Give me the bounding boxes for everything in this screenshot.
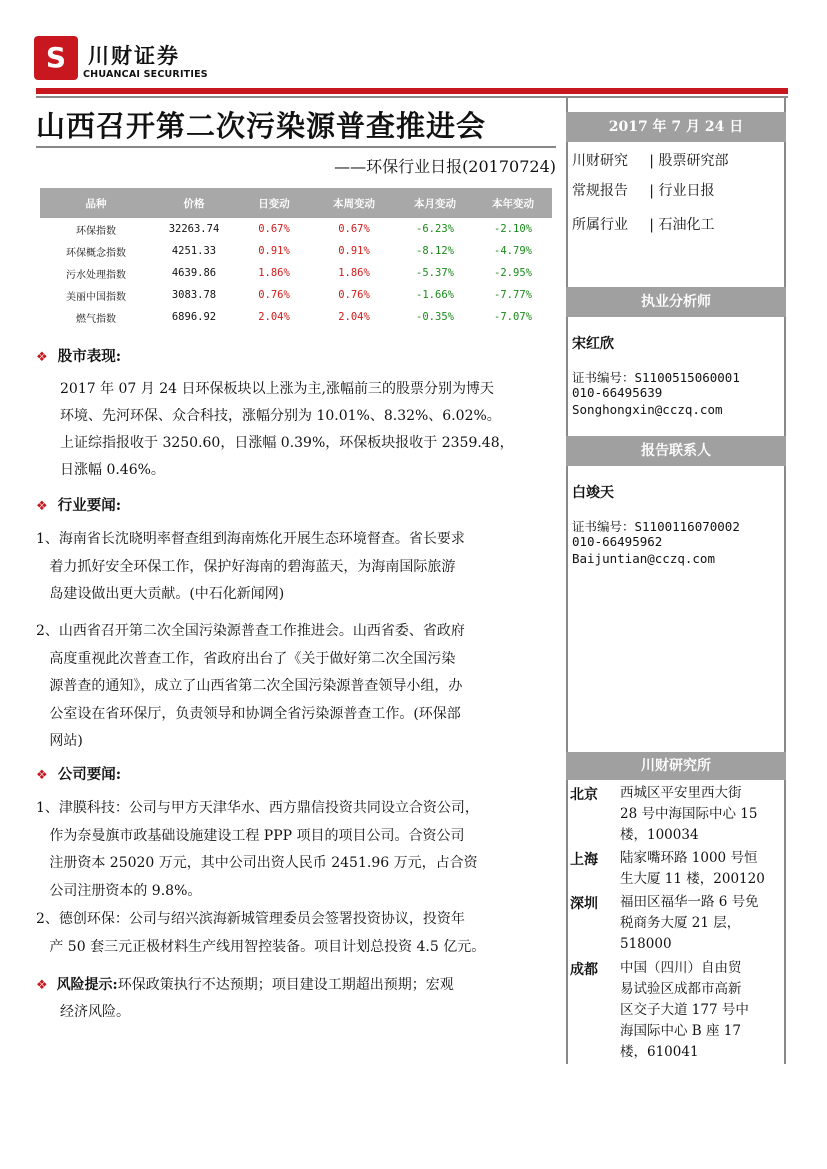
- news-line: 注册资本 25020 万元，其中公司出资人民币 2451.96 万元，占合资: [36, 855, 478, 871]
- meta-row: 川财研究 | 股票研究部: [572, 153, 729, 169]
- index-name: 燃气指数: [76, 313, 116, 325]
- contact-phone: 010-66495962: [572, 534, 663, 549]
- company-news-item: [36, 906, 485, 961]
- office-address: [620, 892, 796, 955]
- index-price: 3083.78: [171, 289, 217, 301]
- company-news-item: [36, 795, 479, 905]
- diamond-bullet-icon: ❖: [36, 350, 48, 365]
- contact-email: Baijuntian@cczq.com: [572, 551, 715, 566]
- table-row: [40, 218, 552, 240]
- industry-section-heading: [36, 494, 121, 515]
- address-line: 陆家嘴环路 1000 号恒: [620, 850, 758, 866]
- market-heading-text: 股市表现:: [57, 348, 122, 365]
- paragraph-line: 日涨幅 0.46%。: [60, 462, 165, 478]
- address-line: 楼，610041: [620, 1044, 699, 1060]
- table-row: [40, 284, 552, 306]
- day-change: 1.86%: [258, 267, 290, 279]
- meta-label: 所属行业: [572, 217, 628, 233]
- news-line: 源普查的通知》，成立了山西省第二次全国污染源普查领导小组，办: [36, 678, 463, 694]
- table-row: [40, 306, 552, 328]
- report-date: 2017 年 7 月 24 日: [566, 112, 786, 142]
- contact-name: 白竣天: [572, 485, 614, 501]
- week-change: 2.04%: [338, 311, 370, 323]
- index-name: 污水处理指数: [66, 269, 126, 281]
- day-change: 0.91%: [258, 245, 290, 257]
- analyst-heading: 执业分析师: [566, 287, 786, 317]
- index-price: 32263.74: [168, 223, 220, 235]
- month-change: -1.66%: [416, 289, 454, 301]
- analyst-email: Songhongxin@cczq.com: [572, 402, 723, 417]
- day-change: 2.04%: [258, 311, 290, 323]
- address-line: 中国（四川）自由贸: [620, 960, 742, 976]
- logo-text-en: CHUANCAI SECURITIES: [83, 69, 208, 80]
- index-name: 美丽中国指数: [66, 291, 126, 303]
- market-section-heading: [36, 345, 121, 366]
- news-line: 岛建设做出更大贡献。(中石化新闻网): [36, 586, 285, 602]
- office-address: [620, 958, 796, 1063]
- address-line: 易试验区成都市高新: [620, 981, 742, 997]
- office-city: 上海: [570, 852, 598, 868]
- table-header-row: [40, 188, 552, 218]
- company-section-heading: [36, 763, 121, 784]
- table-row: [40, 240, 552, 262]
- news-line: 产 50 套三元正极材料生产线用智控装备。项目计划总投资 4.5 亿元。: [36, 938, 486, 955]
- address-line: 海国际中心 B 座 17: [620, 1023, 741, 1039]
- news-line: 高度重视此次普查工作，省政府出台了《关于做好第二次全国污染: [36, 650, 456, 667]
- paragraph-line: 环境、先河环保、众合科技，涨幅分别为 10.01%、8.32%、6.02%。: [60, 408, 501, 424]
- address-line: 税商务大厦 21 层，: [620, 915, 741, 931]
- office-city: 北京: [570, 787, 598, 803]
- logo-text-cn: 川财证券: [88, 44, 180, 68]
- news-line: 网站): [36, 733, 83, 749]
- analyst-phone: 010-66495639: [572, 385, 663, 400]
- diamond-bullet-icon: ❖: [36, 978, 48, 993]
- index-name: 环保概念指数: [66, 247, 126, 259]
- address-line: 518000: [620, 936, 672, 952]
- year-change: -4.79%: [494, 245, 532, 257]
- month-change: -5.37%: [416, 267, 454, 279]
- day-change: 0.67%: [258, 223, 290, 235]
- meta-row: 常规报告 | 行业日报: [572, 183, 715, 199]
- title-divider: [36, 146, 556, 148]
- paragraph-line: 2017 年 07 月 24 日环保板块以上涨为主,涨幅前三的股票分别为博天: [60, 381, 494, 397]
- week-change: 0.91%: [338, 245, 370, 257]
- institute-heading: 川财研究所: [566, 752, 786, 780]
- column-header: 本月变动: [396, 188, 474, 218]
- risk-section: [36, 972, 454, 999]
- address-line: 生大厦 11 楼，200120: [620, 871, 765, 887]
- diamond-bullet-icon: ❖: [36, 499, 48, 514]
- header-grey-bar: [36, 96, 788, 98]
- industry-heading-text: 行业要闻:: [57, 497, 122, 514]
- day-change: 0.76%: [258, 289, 290, 301]
- month-change: -6.23%: [416, 223, 454, 235]
- index-price: 6896.92: [171, 311, 217, 323]
- contact-cert: 证书编号：S1100116070002: [572, 519, 740, 534]
- year-change: -2.95%: [494, 267, 532, 279]
- news-line: 公司注册资本的 9.8%。: [36, 882, 202, 899]
- address-line: 28 号中海国际中心 15: [620, 806, 758, 822]
- address-line: 福田区福华一路 6 号免: [620, 894, 759, 910]
- header-red-bar: [36, 88, 788, 94]
- index-name: 环保指数: [76, 225, 116, 237]
- meta-value: 股票研究部: [658, 153, 729, 169]
- week-change: 0.67%: [338, 223, 370, 235]
- news-line: 1、津膜科技：公司与甲方天津华水、西方鼎信投资共同设立合资公司，: [36, 800, 479, 816]
- industry-news-item: [36, 618, 465, 756]
- column-header: 本周变动: [312, 188, 396, 218]
- page-title: 山西召开第二次污染源普查推进会: [36, 109, 487, 143]
- news-line: 公室设在省环保厅，负责领导和协调全省污染源普查工作。(环保部: [36, 705, 461, 722]
- address-line: 西城区平安里西大街: [620, 785, 742, 801]
- column-header: 价格: [152, 188, 236, 218]
- news-line: 着力抓好安全环保工作，保护好海南的碧海蓝天，为海南国际旅游: [36, 558, 456, 575]
- analyst-cert: 证书编号：S1100515060001: [572, 370, 740, 385]
- risk-line: 环保政策执行不达预期；项目建设工期超出预期；宏观: [117, 977, 454, 993]
- year-change: -2.10%: [494, 223, 532, 235]
- meta-label: 川财研究: [572, 153, 628, 169]
- news-line: 作为奈曼旗市政基础设施建设工程 PPP 项目的项目公司。合资公司: [36, 827, 465, 844]
- office-address: [620, 848, 796, 890]
- address-line: 楼，100034: [620, 827, 699, 843]
- address-line: 区交子大道 177 号中: [620, 1002, 749, 1018]
- week-change: 0.76%: [338, 289, 370, 301]
- company-heading-text: 公司要闻:: [57, 766, 122, 783]
- news-line: 1、海南省长沈晓明率督查组到海南炼化开展生态环境督查。省长要求: [36, 531, 465, 547]
- diamond-bullet-icon: ❖: [36, 768, 48, 783]
- office-city: 成都: [570, 962, 598, 978]
- news-line: 2、德创环保：公司与绍兴滨海新城管理委员会签署投资协议，投资年: [36, 911, 465, 927]
- month-change: -8.12%: [416, 245, 454, 257]
- industry-news-item: [36, 526, 465, 609]
- meta-row: 所属行业 | 石油化工: [572, 217, 715, 233]
- sidebar-left-border: [566, 98, 568, 1064]
- page-subtitle: ——环保行业日报(20170724): [334, 157, 556, 176]
- meta-value: 石油化工: [658, 217, 715, 233]
- risk-line: 经济风险。: [60, 1004, 130, 1020]
- year-change: -7.77%: [494, 289, 532, 301]
- column-header: 本年变动: [474, 188, 552, 218]
- office-city: 深圳: [570, 896, 598, 912]
- logo-letter: S: [45, 41, 67, 74]
- market-paragraph: [60, 376, 550, 484]
- column-header: 品种: [40, 188, 152, 218]
- column-header: 日变动: [236, 188, 312, 218]
- office-address: [620, 783, 796, 846]
- meta-label: 常规报告: [572, 183, 628, 199]
- index-price: 4639.86: [171, 267, 217, 279]
- table-row: [40, 262, 552, 284]
- index-price: 4251.33: [171, 245, 217, 257]
- week-change: 1.86%: [338, 267, 370, 279]
- market-table: [40, 188, 552, 328]
- risk-heading: 风险提示:: [56, 977, 118, 993]
- contact-heading: 报告联系人: [566, 436, 786, 466]
- meta-value: 行业日报: [658, 183, 715, 199]
- news-line: 2、山西省召开第二次全国污染源普查工作推进会。山西省委、省政府: [36, 623, 465, 639]
- year-change: -7.07%: [494, 311, 532, 323]
- paragraph-line: 上证综指报收于 3250.60，日涨幅 0.39%，环保板块报收于 2359.48，: [60, 435, 514, 451]
- month-change: -0.35%: [416, 311, 454, 323]
- analyst-name: 宋红欣: [572, 336, 614, 352]
